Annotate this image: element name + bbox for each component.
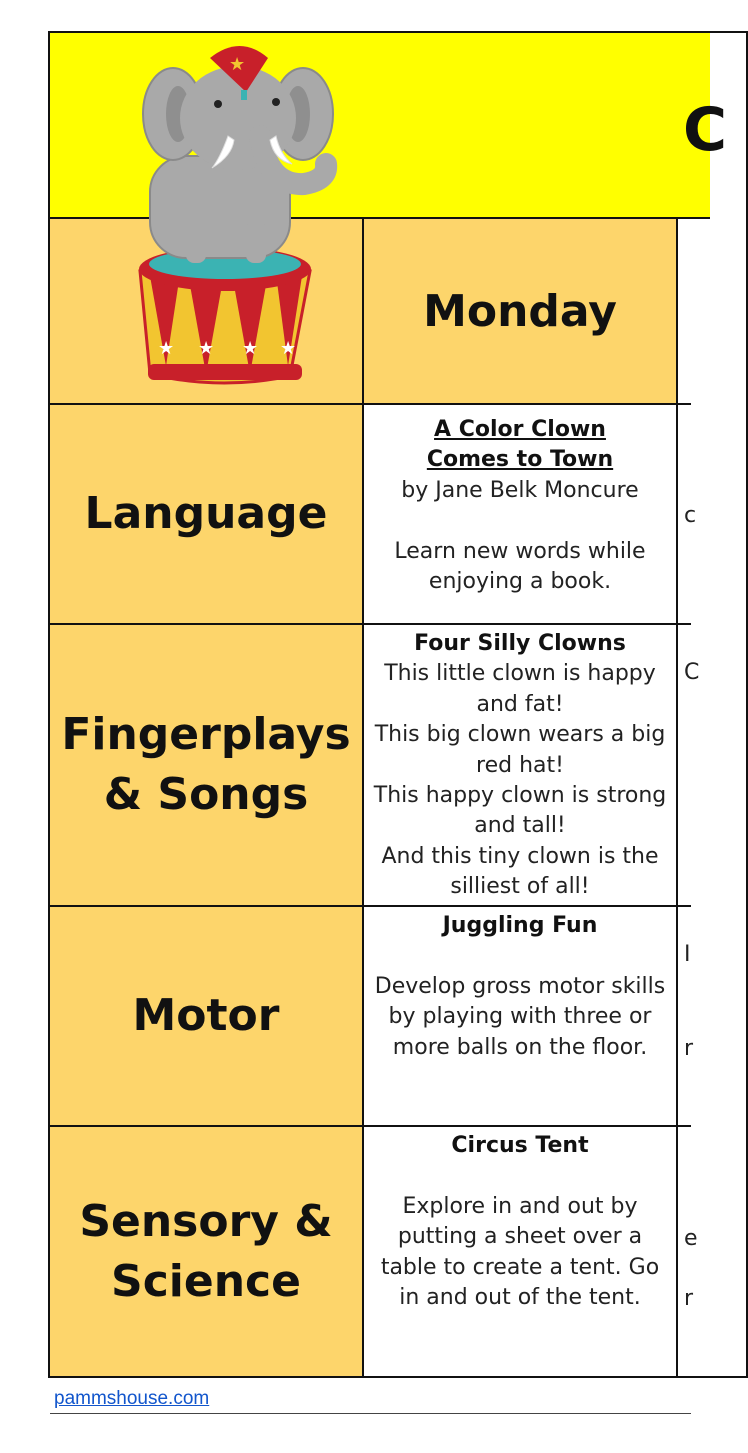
elephant-on-drum-illustration	[128, 36, 348, 388]
svg-text:★: ★	[198, 338, 215, 359]
activity-text-line: red hat!	[476, 752, 564, 778]
activity-title-line: Comes to Town	[426, 447, 614, 473]
activity-text-line: more balls on the floor.	[392, 1034, 648, 1060]
elephant-icon	[143, 46, 333, 263]
footer-divider	[50, 1413, 691, 1414]
clipped-next-column-text: e	[684, 1226, 698, 1251]
row-label-line: Science	[111, 1255, 301, 1307]
activity-text-line: enjoying a book.	[428, 569, 612, 595]
row-label-motor: Motor	[50, 907, 362, 1125]
activity-text-line: putting a sheet over a	[397, 1224, 643, 1250]
activity-title: Circus Tent	[451, 1133, 589, 1158]
activity-title: Juggling Fun	[442, 913, 598, 938]
activity-text-line: And this tiny clown is the	[381, 843, 659, 869]
activity-text-line: by playing with three or	[388, 1004, 652, 1030]
activity-text-line: table to create a tent. Go	[380, 1254, 660, 1280]
svg-text:★: ★	[229, 54, 246, 75]
activity-title: Four Silly Clowns	[414, 631, 626, 656]
activity-text-line: by Jane Belk Moncure	[401, 477, 639, 503]
day-header-monday: Monday	[364, 219, 676, 403]
clipped-next-column-text: r	[684, 1286, 694, 1311]
clipped-next-column-text: r	[684, 1036, 694, 1061]
banner-title-fragment: C	[683, 95, 728, 165]
activity-text-line: and tall!	[474, 813, 566, 839]
row-label-language: Language	[50, 405, 362, 623]
activity-text-line: This happy clown is strong	[373, 783, 667, 809]
clipped-next-column-text: c	[684, 503, 697, 528]
activity-text-line: Explore in and out by	[402, 1193, 638, 1219]
circus-drum-icon	[139, 247, 311, 383]
clipped-next-column-text: C	[684, 660, 700, 685]
activity-text-line: in and out of the tent.	[399, 1285, 641, 1311]
activity-text-line: Learn new words while	[394, 538, 646, 564]
svg-text:★: ★	[280, 338, 297, 359]
activity-text-line: silliest of all!	[450, 874, 590, 900]
activity-text-line: and fat!	[476, 691, 564, 717]
activity-text-line: This big clown wears a big	[374, 722, 666, 748]
row-label-line: Fingerplays	[61, 709, 351, 760]
footer-website-link[interactable]: pammshouse.com	[54, 1388, 210, 1409]
activity-text-line: Develop gross motor skills	[374, 973, 666, 999]
row-label-line: Sensory &	[79, 1195, 333, 1247]
activity-text-line: This little clown is happy	[384, 661, 656, 687]
clipped-next-column-text: I	[684, 942, 691, 967]
row-label-line: & Songs	[103, 769, 309, 820]
svg-text:★: ★	[242, 338, 259, 359]
activity-title-line: A Color Clown	[434, 417, 606, 442]
svg-text:★: ★	[158, 338, 175, 359]
